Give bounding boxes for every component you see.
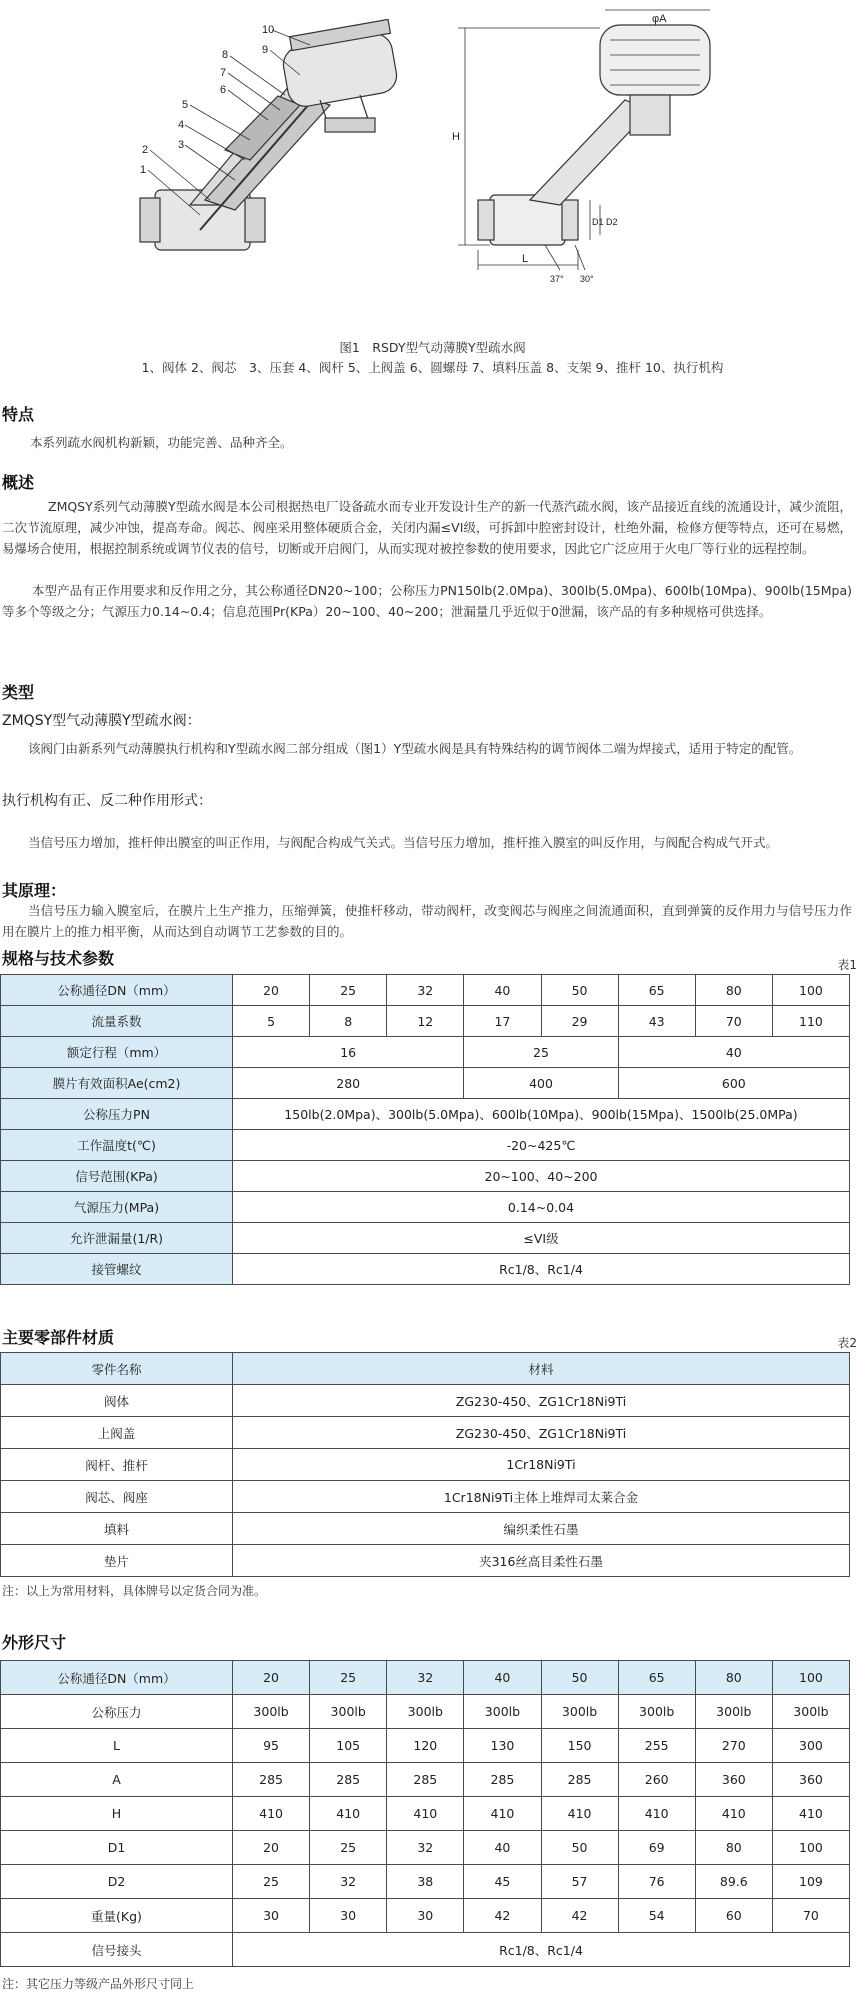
dn-value: 50 — [541, 1661, 618, 1695]
cell: 360 — [695, 1763, 772, 1797]
part-name: 阀杆、推杆 — [1, 1449, 233, 1481]
table-row — [1, 1037, 850, 1068]
table-row — [1, 1223, 850, 1254]
cell: 260 — [618, 1763, 695, 1797]
table-row — [1, 1161, 850, 1192]
part-name: 垫片 — [1, 1545, 233, 1577]
part-material: ZG230-450、ZG1Cr18Ni9Ti — [233, 1417, 850, 1449]
table-header-row — [1, 1661, 850, 1695]
cell: 100 — [772, 1831, 849, 1865]
principle-text: 当信号压力输入膜室后，在膜片上生产推力，压缩弹簧，使推杆移动，带动阀杆，改变阀芯与阀座之间流通面积，直到弹簧的反作用力与信号压力作用在膜片上的推力相平衡，从而达到自动调节工艺参数的目的。 — [2, 903, 852, 939]
features-heading: 特点 — [2, 405, 35, 424]
cell: 60 — [695, 1899, 772, 1933]
part-name: 阀体 — [1, 1385, 233, 1417]
cell: 54 — [618, 1899, 695, 1933]
area-value: 400 — [464, 1068, 618, 1099]
part-number-8: 8 — [222, 49, 229, 61]
cell: 300lb — [695, 1695, 772, 1729]
material-table — [0, 1352, 850, 1577]
cell: 89.6 — [695, 1865, 772, 1899]
row-label: A — [1, 1763, 233, 1797]
table-row — [1, 1729, 850, 1763]
material-table-number: 表2 — [837, 1336, 857, 1350]
thread-label: 接管螺纹 — [1, 1254, 233, 1285]
table-row — [1, 1385, 850, 1417]
cell: 109 — [772, 1865, 849, 1899]
dn-value: 100 — [772, 975, 849, 1006]
part-number-10: 10 — [262, 24, 275, 36]
cell: 120 — [387, 1729, 464, 1763]
pn-label: 公称压力PN — [1, 1099, 233, 1130]
part-number-2: 2 — [142, 144, 149, 156]
cell: 360 — [772, 1763, 849, 1797]
area-label: 膜片有效面积Ae(cm2) — [1, 1068, 233, 1099]
cell: 410 — [464, 1797, 541, 1831]
cell: 76 — [618, 1865, 695, 1899]
row-label: 重量(Kg) — [1, 1899, 233, 1933]
table-row — [1, 1899, 850, 1933]
cell: 285 — [464, 1763, 541, 1797]
cell: 45 — [464, 1865, 541, 1899]
air-label: 气源压力(MPa) — [1, 1192, 233, 1223]
dn-value: 20 — [233, 975, 310, 1006]
leak-label: 允许泄漏量(1/R) — [1, 1223, 233, 1254]
cell: 69 — [618, 1831, 695, 1865]
overview-heading: 概述 — [2, 473, 35, 492]
table-row — [1, 1099, 850, 1130]
part-name: 上阀盖 — [1, 1417, 233, 1449]
table-header-row — [1, 1353, 850, 1385]
flow-value: 8 — [310, 1006, 387, 1037]
part-number-9: 9 — [262, 44, 269, 56]
cell: 25 — [233, 1865, 310, 1899]
table-row — [1, 1192, 850, 1223]
cell: 300lb — [772, 1695, 849, 1729]
row-label: H — [1, 1797, 233, 1831]
part-number-1: 1 — [140, 164, 147, 176]
part-name: 阀芯、阀座 — [1, 1481, 233, 1513]
cell: 410 — [772, 1797, 849, 1831]
table-row — [1, 1831, 850, 1865]
part-number-3: 3 — [178, 139, 185, 151]
type-subtitle-2: 执行机构有正、反二种作用形式： — [2, 793, 212, 809]
stroke-value: 25 — [464, 1037, 618, 1068]
dn-value: 32 — [387, 975, 464, 1006]
principle-heading: 其原理： — [2, 881, 67, 900]
dn-value: 80 — [695, 975, 772, 1006]
cell: 20 — [233, 1831, 310, 1865]
air-value: 0.14~0.04 — [233, 1192, 850, 1223]
cell: 80 — [695, 1831, 772, 1865]
cell: 57 — [541, 1865, 618, 1899]
cell: 105 — [310, 1729, 387, 1763]
thread-value: Rc1/8、Rc1/4 — [233, 1254, 850, 1285]
cell: 285 — [387, 1763, 464, 1797]
leak-value: ≤VI级 — [233, 1223, 850, 1254]
col-material-header: 材料 — [233, 1353, 850, 1385]
cell: 300 — [772, 1729, 849, 1763]
area-value: 280 — [233, 1068, 464, 1099]
dn-value: 32 — [387, 1661, 464, 1695]
cell: 30 — [310, 1899, 387, 1933]
cell: 300lb — [233, 1695, 310, 1729]
cell: 410 — [541, 1797, 618, 1831]
material-note: 注：以上为常用材料，具体牌号以定货合同为准。 — [2, 1584, 267, 1598]
cell: 42 — [464, 1899, 541, 1933]
cell: 410 — [695, 1797, 772, 1831]
col-part-header: 零件名称 — [1, 1353, 233, 1385]
stroke-label: 额定行程（mm） — [1, 1037, 233, 1068]
table-row — [1, 1449, 850, 1481]
flow-value: 110 — [772, 1006, 849, 1037]
cell: 300lb — [310, 1695, 387, 1729]
dn-value: 80 — [695, 1661, 772, 1695]
signal-label: 信号范围(KPa) — [1, 1161, 233, 1192]
overview-paragraph-1: ZMQSY系列气动薄膜Y型疏水阀是本公司根据热电厂设备疏水而专业开发设计生产的新一代蒸汽疏水阀，该产品接近直线的流通设计，减少流阻，二次节流原理，减少冲蚀，提高寿命。阀芯、阀座采用整体硬质合金，关闭内漏≤VI级，可拆卸中腔密封设计，杜绝外漏，检修方便等特点，还可在易燃，易爆场合使用，根据控制系统或调节仪表的信号，切断或开启阀门，从而实现对被控参数的使用要求，因此它广泛应用于火电厂等行业的远程控制。 — [2, 499, 852, 556]
row-label: D1 — [1, 1831, 233, 1865]
temp-label: 工作温度t(℃) — [1, 1130, 233, 1161]
dim-label-h: H — [452, 131, 460, 143]
cell: 50 — [541, 1831, 618, 1865]
cell: 150 — [541, 1729, 618, 1763]
part-material: 1Cr18Ni9Ti主体上堆焊司太莱合金 — [233, 1481, 850, 1513]
part-number-4: 4 — [178, 119, 185, 131]
cell: 32 — [310, 1865, 387, 1899]
table-row — [1, 1763, 850, 1797]
cell: 300lb — [541, 1695, 618, 1729]
type-paragraph-2: 当信号压力增加，推杆伸出膜室的叫正作用，与阀配合构成气关式。当信号压力增加，推杆推入膜室的叫反作用，与阀配合构成气开式。 — [28, 835, 779, 850]
dn-value: 25 — [310, 1661, 387, 1695]
cell: 410 — [387, 1797, 464, 1831]
dim-label-angle1: 37° — [550, 274, 564, 284]
figure-caption-title: 图1 RSDY型气动薄膜Y型疏水阀 — [339, 340, 526, 355]
spec-table-number: 表1 — [837, 958, 857, 972]
cell: 70 — [772, 1899, 849, 1933]
part-material: 编织柔性石墨 — [233, 1513, 850, 1545]
table-row — [1, 1254, 850, 1285]
dn-value: 65 — [618, 1661, 695, 1695]
dn-value: 20 — [233, 1661, 310, 1695]
cell: 30 — [387, 1899, 464, 1933]
area-value: 600 — [618, 1068, 849, 1099]
table-row — [1, 1481, 850, 1513]
cell: 300lb — [464, 1695, 541, 1729]
flow-value: 5 — [233, 1006, 310, 1037]
dn-value: 40 — [464, 975, 541, 1006]
part-number-5: 5 — [182, 99, 189, 111]
flow-value: 29 — [541, 1006, 618, 1037]
table-row — [1, 1695, 850, 1729]
dim-label-angle2: 30° — [580, 274, 594, 284]
cell: 300lb — [618, 1695, 695, 1729]
table-row — [1, 1545, 850, 1577]
table-row — [1, 1797, 850, 1831]
spec-table-heading: 规格与技术参数 — [2, 949, 115, 968]
cell: 40 — [464, 1831, 541, 1865]
pn-value: 150lb(2.0Mpa)、300lb(5.0Mpa)、600lb(10Mpa)、900lb(15Mpa)、1500lb(25.0MPa) — [233, 1099, 850, 1130]
part-number-7: 7 — [220, 67, 227, 79]
cell: 38 — [387, 1865, 464, 1899]
signal-value: 20~100、40~200 — [233, 1161, 850, 1192]
dim-label-l: L — [522, 253, 529, 265]
dim-label-a: φA — [652, 13, 667, 25]
flow-value: 12 — [387, 1006, 464, 1037]
table-row — [1, 1417, 850, 1449]
dn-value: 100 — [772, 1661, 849, 1695]
part-material: 1Cr18Ni9Ti — [233, 1449, 850, 1481]
temp-value: -20~425℃ — [233, 1130, 850, 1161]
overview-paragraph-2: 本型产品有正作用要求和反作用之分，其公称通径DN20~100；公称压力PN150lb(2.0Mpa)、300lb(5.0Mpa)、600lb(10Mpa)、900lb(15Mpa)等多个等级之分；气源压力0.14~0.4；信息范围Pr(KPa）20~100、40~200；泄漏量几乎近似于0泄漏，该产品的有多种规格可供选择。 — [2, 583, 852, 619]
material-table-heading: 主要零部件材质 — [2, 1328, 115, 1347]
dim-note: 注：其它压力等级产品外形尺寸同上 — [2, 1977, 195, 1991]
cell: 130 — [464, 1729, 541, 1763]
table-row — [1, 975, 850, 1006]
spec-table — [0, 974, 850, 1285]
cell: 285 — [541, 1763, 618, 1797]
dn-value: 65 — [618, 975, 695, 1006]
cell: 95 — [233, 1729, 310, 1763]
figure-caption-parts: 1、阀体 2、阀芯 3、压套 4、阀杆 5、上阀盖 6、圆螺母 7、填料压盖 8、支架 9、推杆 10、执行机构 — [141, 360, 724, 375]
dn-value: 40 — [464, 1661, 541, 1695]
table-row — [1, 1933, 850, 1967]
table-row — [1, 1513, 850, 1545]
cell: 255 — [618, 1729, 695, 1763]
flow-label: 流量系数 — [1, 1006, 233, 1037]
row-label: L — [1, 1729, 233, 1763]
dn-value: 25 — [310, 975, 387, 1006]
part-name: 填料 — [1, 1513, 233, 1545]
type-subtitle: ZMQSY型气动薄膜Y型疏水阀： — [2, 713, 201, 729]
features-text: 本系列疏水阀机构新颖，功能完善、品种齐全。 — [30, 435, 293, 450]
table-row — [1, 1865, 850, 1899]
cell: 410 — [310, 1797, 387, 1831]
cell: 300lb — [387, 1695, 464, 1729]
dim-table-heading: 外形尺寸 — [2, 1633, 67, 1652]
valve-drawing — [0, 0, 865, 330]
cell: 30 — [233, 1899, 310, 1933]
cell: 270 — [695, 1729, 772, 1763]
row-label: D2 — [1, 1865, 233, 1899]
cell: 410 — [233, 1797, 310, 1831]
cell: 42 — [541, 1899, 618, 1933]
table-row — [1, 1068, 850, 1099]
cell: 285 — [233, 1763, 310, 1797]
part-material: 夹316丝高目柔性石墨 — [233, 1545, 850, 1577]
stroke-value: 40 — [618, 1037, 849, 1068]
table-row — [1, 1006, 850, 1037]
type-paragraph-1: 该阀门由新系列气动薄膜执行机构和Y型疏水阀二部分组成（图1）Y型疏水阀是具有特殊结构的调节阀体二端为焊接式，适用于特定的配管。 — [28, 741, 802, 756]
part-material: ZG230-450、ZG1Cr18Ni9Ti — [233, 1385, 850, 1417]
valve-figure — [0, 0, 865, 330]
dim-label-d: D1 D2 — [592, 217, 618, 227]
flow-value: 17 — [464, 1006, 541, 1037]
flow-value: 43 — [618, 1006, 695, 1037]
flow-value: 70 — [695, 1006, 772, 1037]
dimension-table — [0, 1660, 850, 1967]
table-row — [1, 1130, 850, 1161]
cell: 410 — [618, 1797, 695, 1831]
type-heading: 类型 — [2, 683, 35, 702]
cell: 32 — [387, 1831, 464, 1865]
cell: 285 — [310, 1763, 387, 1797]
cell: 25 — [310, 1831, 387, 1865]
row-label: 公称压力 — [1, 1695, 233, 1729]
stroke-value: 16 — [233, 1037, 464, 1068]
dn-label: 公称通径DN（mm） — [1, 1661, 233, 1695]
part-number-6: 6 — [220, 84, 227, 96]
signal-connector-value: Rc1/8、Rc1/4 — [233, 1933, 850, 1967]
dn-label: 公称通径DN（mm） — [1, 975, 233, 1006]
signal-connector-label: 信号接头 — [1, 1933, 233, 1967]
dn-value: 50 — [541, 975, 618, 1006]
